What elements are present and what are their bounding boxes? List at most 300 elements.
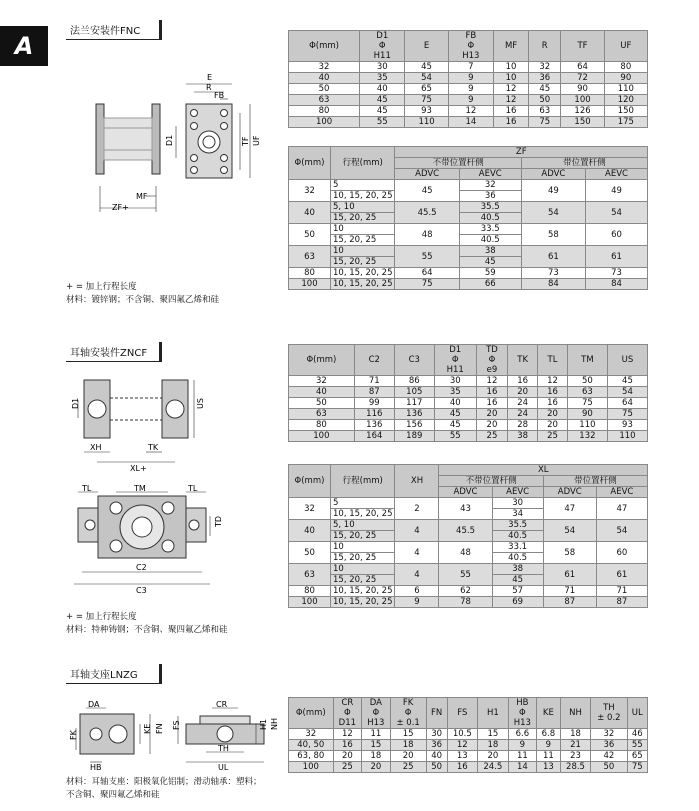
cell-stroke: 10, 15, 20, 25 <box>331 586 395 597</box>
col-advc: ADVC <box>439 487 492 498</box>
table-cell: 65 <box>627 751 648 762</box>
cell-advc: 71 <box>543 586 596 597</box>
cell-phi: 63 <box>289 564 331 586</box>
table-cell: 36 <box>426 740 447 751</box>
col-stroke: 行程(mm) <box>331 465 395 498</box>
table-cell: 16 <box>476 387 508 398</box>
cell-aevc: 45 <box>459 257 521 268</box>
zncf-drawing-top <box>70 374 210 474</box>
lnzg-label-fs: FS <box>172 720 181 730</box>
lnzg-note-1: 材料：耳轴支座：阳极氧化铝制；滑动轴承：塑料； <box>66 777 262 787</box>
cell-stroke: 10, 15, 20, 25 <box>331 597 395 608</box>
lnzg-drawing-right <box>172 700 280 772</box>
column-header: R <box>529 31 561 62</box>
table-cell: 24.5 <box>478 762 509 773</box>
column-header: TK <box>508 345 538 376</box>
table-cell: 18 <box>362 751 390 762</box>
section-letter: A <box>14 32 34 60</box>
table-cell: 50 <box>289 398 355 409</box>
table-cell: 87 <box>354 387 394 398</box>
table-cell: 30 <box>360 62 405 73</box>
table-cell: 25 <box>538 431 568 442</box>
column-header: FK Φ ± 0.1 <box>390 698 426 729</box>
column-header: HB Φ H13 <box>508 698 536 729</box>
table-cell: 110 <box>607 431 647 442</box>
column-header: TH ± 0.2 <box>591 698 627 729</box>
table-cell: 54 <box>607 387 647 398</box>
cell-xh: 9 <box>395 597 439 608</box>
cell-aevc: 36 <box>459 191 521 202</box>
column-header: C2 <box>354 345 394 376</box>
cell-advc: 47 <box>543 498 596 520</box>
cell-aevc: 69 <box>492 597 543 608</box>
cell-advc: 62 <box>439 586 492 597</box>
table-cell: 46 <box>627 729 648 740</box>
cell-aevc: 57 <box>492 586 543 597</box>
lnzg-label-cr: CR <box>216 700 228 709</box>
fnc-title: 法兰安装件FNC <box>66 20 162 40</box>
zncf-drawing-front <box>68 486 228 596</box>
table-cell: 20 <box>478 751 509 762</box>
cell-advc: 54 <box>521 202 585 224</box>
table-cell: 150 <box>561 117 604 128</box>
table-row <box>289 409 648 420</box>
table-row <box>289 431 648 442</box>
cell-stroke: 5, 10 <box>331 202 395 213</box>
table-cell: 50 <box>426 762 447 773</box>
table-cell: 32 <box>529 62 561 73</box>
table-cell: 25 <box>333 762 362 773</box>
cell-stroke: 15, 20, 25 <box>331 553 395 564</box>
table-row <box>289 398 648 409</box>
cell-stroke: 10 <box>331 542 395 553</box>
cell-aevc: 61 <box>596 564 647 586</box>
column-header: TF <box>561 31 604 62</box>
table-cell: 18 <box>560 729 591 740</box>
table-cell: 110 <box>604 84 647 95</box>
cell-advc: 43 <box>439 498 492 520</box>
table-cell: 14 <box>448 117 493 128</box>
zncf-label-tk: TK <box>148 443 159 452</box>
table-cell: 12 <box>333 729 362 740</box>
table-header-row <box>289 31 648 62</box>
cell-xh: 6 <box>395 586 439 597</box>
cell-phi: 32 <box>289 180 331 202</box>
fnc-note-1: + = 加上行程长度 <box>66 282 137 292</box>
cell-advc: 45 <box>395 180 459 202</box>
column-header: C3 <box>394 345 434 376</box>
fnc-drawing <box>90 66 275 216</box>
table-row <box>289 84 648 95</box>
table-cell: 93 <box>405 106 448 117</box>
zncf-dimension-table <box>288 344 648 442</box>
table-cell: 24 <box>508 409 538 420</box>
table-cell: 63 <box>289 409 355 420</box>
cell-aevc: 40.5 <box>492 553 543 564</box>
table-cell: 6.8 <box>537 729 561 740</box>
table-cell: 100 <box>289 431 355 442</box>
cell-xh: 4 <box>395 542 439 564</box>
table-cell: 20 <box>362 762 390 773</box>
table-row <box>289 740 648 751</box>
table-cell: 10.5 <box>447 729 478 740</box>
col-sub-with: 带位置杆侧 <box>543 476 647 487</box>
lnzg-title: 耳轴支座LNZG <box>66 664 162 684</box>
table-cell: 80 <box>289 106 360 117</box>
cell-phi: 32 <box>289 498 331 520</box>
col-group-zf: ZF <box>395 147 648 158</box>
table-cell: 12 <box>494 95 529 106</box>
table-cell: 45 <box>405 62 448 73</box>
table-cell: 40 <box>360 84 405 95</box>
cell-advc: 87 <box>543 597 596 608</box>
cell-advc: 48 <box>439 542 492 564</box>
table-row <box>289 387 648 398</box>
table-cell: 30 <box>426 729 447 740</box>
table-cell: 90 <box>567 409 607 420</box>
table-row <box>289 73 648 84</box>
fnc-label-zf: ZF+ <box>112 203 129 212</box>
table-cell: 110 <box>405 117 448 128</box>
table-cell: 11 <box>362 729 390 740</box>
table-cell: 20 <box>476 420 508 431</box>
table-cell: 10 <box>494 62 529 73</box>
fnc-label-e: E <box>207 73 213 82</box>
table-cell: 110 <box>567 420 607 431</box>
col-sub-without: 不带位置杆侧 <box>395 158 521 169</box>
column-header: DA Φ H13 <box>362 698 390 729</box>
table-cell: 63 <box>289 95 360 106</box>
fnc-dimension-table <box>288 30 648 128</box>
table-row <box>289 420 648 431</box>
column-header: US <box>607 345 647 376</box>
cell-aevc: 59 <box>459 268 521 279</box>
table-row <box>289 564 648 575</box>
lnzg-label-th: TH <box>218 744 229 753</box>
table-cell: 117 <box>394 398 434 409</box>
table-cell: 16 <box>447 762 478 773</box>
cell-xh: 2 <box>395 498 439 520</box>
table-cell: 20 <box>333 751 362 762</box>
cell-advc: 55 <box>395 246 459 268</box>
table-cell: 100 <box>561 95 604 106</box>
cell-stroke: 5, 10 <box>331 520 395 531</box>
column-header: NH <box>560 698 591 729</box>
cell-advc: 64 <box>395 268 459 279</box>
table-cell: 55 <box>434 431 476 442</box>
table-cell: 99 <box>354 398 394 409</box>
cell-aevc: 30 <box>492 498 543 509</box>
col-sub-with: 带位置杆侧 <box>521 158 647 169</box>
zncf-note-2: 材料：特种铸钢；不含铜、聚四氟乙烯和硅 <box>66 625 228 635</box>
column-header: H1 <box>478 698 509 729</box>
fnc-label-r: R <box>206 83 212 92</box>
table-cell: 7 <box>448 62 493 73</box>
table-cell: 15 <box>362 740 390 751</box>
table-cell: 9 <box>537 740 561 751</box>
cell-xh: 4 <box>395 564 439 586</box>
col-sub-without: 不带位置杆侧 <box>439 476 543 487</box>
table-cell: 28 <box>508 420 538 431</box>
cell-advc: 48 <box>395 224 459 246</box>
table-cell: 120 <box>604 95 647 106</box>
table-cell: 80 <box>289 420 355 431</box>
column-header: CR Φ D11 <box>333 698 362 729</box>
table-cell: 50 <box>289 84 360 95</box>
table-row <box>289 117 648 128</box>
cell-phi: 50 <box>289 542 331 564</box>
table-cell: 16 <box>538 387 568 398</box>
column-header: D1 Φ H11 <box>434 345 476 376</box>
table-cell: 9 <box>448 73 493 84</box>
cell-stroke: 10 <box>331 224 395 235</box>
col-aevc: AEVC <box>586 169 648 180</box>
zncf-label-tm: TM <box>134 484 146 493</box>
table-cell: 38 <box>508 431 538 442</box>
table-cell: 23 <box>560 751 591 762</box>
table-row <box>289 202 648 213</box>
fnc-note-2: 材料：镀锌钢；不含铜、聚四氟乙烯和硅 <box>66 295 220 305</box>
table-cell: 63 <box>567 387 607 398</box>
section-tab <box>0 26 48 66</box>
col-xh: XH <box>395 465 439 498</box>
cell-aevc: 87 <box>596 597 647 608</box>
table-cell: 86 <box>394 376 434 387</box>
cell-aevc: 40.5 <box>459 235 521 246</box>
table-cell: 45 <box>434 420 476 431</box>
cell-phi: 63 <box>289 246 331 268</box>
table-cell: 9 <box>508 740 536 751</box>
table-cell: 36 <box>591 740 627 751</box>
col-group-xl: XL <box>439 465 648 476</box>
table-cell: 164 <box>354 431 394 442</box>
table-cell: 25 <box>390 762 426 773</box>
lnzg-label-nh: NH <box>270 718 279 730</box>
column-header: Φ(mm) <box>289 698 334 729</box>
column-header: MF <box>494 31 529 62</box>
table-row <box>289 542 648 553</box>
cell-stroke: 15, 20, 25 <box>331 531 395 542</box>
table-cell: 45 <box>360 95 405 106</box>
table-cell: 75 <box>627 762 648 773</box>
table-cell: 71 <box>354 376 394 387</box>
table-row <box>289 224 648 235</box>
table-row <box>289 729 648 740</box>
col-phi: Φ(mm) <box>289 465 331 498</box>
cell-aevc: 35.5 <box>492 520 543 531</box>
zncf-label-d1: D1 <box>71 397 80 409</box>
cell-stroke: 15, 20, 25 <box>331 257 395 268</box>
column-header: FS <box>447 698 478 729</box>
cell-aevc: 47 <box>596 498 647 520</box>
cell-aevc: 60 <box>586 224 648 246</box>
cell-stroke: 5 <box>331 498 395 509</box>
lnzg-drawing-left <box>66 700 162 772</box>
table-cell: 12 <box>447 740 478 751</box>
zncf-xl-table <box>288 464 648 608</box>
lnzg-dimension-table <box>288 697 648 773</box>
cell-advc: 45.5 <box>395 202 459 224</box>
table-cell: 6.6 <box>508 729 536 740</box>
cell-stroke: 10, 15, 20, 25 <box>331 268 395 279</box>
zncf-label-c2: C2 <box>136 563 147 572</box>
table-cell: 40 <box>434 398 476 409</box>
column-header: UL <box>627 698 648 729</box>
zncf-label-c3: C3 <box>136 586 147 595</box>
table-cell: 16 <box>538 398 568 409</box>
table-cell: 15 <box>390 729 426 740</box>
table-cell: 65 <box>405 84 448 95</box>
cell-advc: 61 <box>521 246 585 268</box>
table-cell: 45 <box>529 84 561 95</box>
cell-advc: 58 <box>521 224 585 246</box>
table-cell: 63, 80 <box>289 751 334 762</box>
table-cell: 32 <box>591 729 627 740</box>
table-cell: 150 <box>604 106 647 117</box>
table-cell: 50 <box>591 762 627 773</box>
table-cell: 10 <box>494 73 529 84</box>
table-cell: 14 <box>508 762 536 773</box>
lnzg-label-ke: KE <box>143 723 152 734</box>
col-aevc: AEVC <box>492 487 543 498</box>
cell-aevc: 40.5 <box>459 213 521 224</box>
cell-aevc: 66 <box>459 279 521 290</box>
cell-advc: 55 <box>439 564 492 586</box>
table-cell: 63 <box>529 106 561 117</box>
fnc-label-tf: TF <box>241 136 250 146</box>
cell-advc: 75 <box>395 279 459 290</box>
cell-aevc: 54 <box>586 202 648 224</box>
cell-aevc: 33.1 <box>492 542 543 553</box>
cell-advc: 45.5 <box>439 520 492 542</box>
table-cell: 75 <box>529 117 561 128</box>
lnzg-label-fn: FN <box>155 723 164 734</box>
table-cell: 11 <box>508 751 536 762</box>
column-header: TL <box>538 345 568 376</box>
lnzg-label-h1: H1 <box>259 718 268 730</box>
table-cell: 136 <box>394 409 434 420</box>
table-cell: 16 <box>476 398 508 409</box>
table-cell: 42 <box>591 751 627 762</box>
cell-aevc: 35.5 <box>459 202 521 213</box>
table-cell: 12 <box>448 106 493 117</box>
column-header: FN <box>426 698 447 729</box>
zncf-label-td: TD <box>214 515 223 527</box>
table-cell: 16 <box>494 117 529 128</box>
cell-phi: 80 <box>289 268 331 279</box>
col-advc: ADVC <box>521 169 585 180</box>
cell-aevc: 49 <box>586 180 648 202</box>
table-cell: 45 <box>360 106 405 117</box>
fnc-label-fb: FB <box>214 91 225 100</box>
cell-stroke: 10 <box>331 246 395 257</box>
fnc-zf-table <box>288 146 648 290</box>
table-cell: 75 <box>405 95 448 106</box>
table-cell: 18 <box>390 740 426 751</box>
table-cell: 35 <box>360 73 405 84</box>
table-cell: 35 <box>434 387 476 398</box>
table-cell: 156 <box>394 420 434 431</box>
cell-xh: 4 <box>395 520 439 542</box>
col-phi: Φ(mm) <box>289 147 331 180</box>
table-cell: 55 <box>627 740 648 751</box>
table-cell: 13 <box>537 762 561 773</box>
lnzg-label-da: DA <box>88 700 100 709</box>
col-stroke: 行程(mm) <box>331 147 395 180</box>
cell-advc: 84 <box>521 279 585 290</box>
cell-aevc: 61 <box>586 246 648 268</box>
table-cell: 55 <box>360 117 405 128</box>
zncf-label-xh: XH <box>90 443 102 452</box>
fnc-side-view <box>96 104 160 212</box>
table-cell: 25 <box>476 431 508 442</box>
table-cell: 90 <box>561 84 604 95</box>
cell-aevc: 40.5 <box>492 531 543 542</box>
table-row <box>289 376 648 387</box>
table-cell: 16 <box>333 740 362 751</box>
table-row <box>289 586 648 597</box>
table-cell: 93 <box>607 420 647 431</box>
zncf-label-tl-left: TL <box>82 484 92 493</box>
cell-aevc: 71 <box>596 586 647 597</box>
cell-phi: 50 <box>289 224 331 246</box>
cell-phi: 40 <box>289 202 331 224</box>
cell-stroke: 10, 15, 20, 25 <box>331 279 395 290</box>
table-cell: 50 <box>529 95 561 106</box>
zncf-note-1: + = 加上行程长度 <box>66 612 137 622</box>
cell-stroke: 10, 15, 20, 25 <box>331 191 395 202</box>
fnc-label-uf: UF <box>252 135 261 146</box>
fnc-front-view <box>176 84 250 178</box>
table-cell: 45 <box>434 409 476 420</box>
cell-phi: 100 <box>289 279 331 290</box>
table-cell: 16 <box>494 106 529 117</box>
table-cell: 32 <box>289 376 355 387</box>
table-row <box>289 246 648 257</box>
cell-phi: 80 <box>289 586 331 597</box>
fnc-label-d1: D1 <box>165 134 174 146</box>
table-cell: 20 <box>508 387 538 398</box>
table-cell: 80 <box>604 62 647 73</box>
table-cell: 40, 50 <box>289 740 334 751</box>
table-cell: 116 <box>354 409 394 420</box>
lnzg-label-ul: UL <box>218 763 229 772</box>
table-cell: 105 <box>394 387 434 398</box>
column-header: UF <box>604 31 647 62</box>
zncf-label-us: US <box>196 398 205 409</box>
table-cell: 12 <box>476 376 508 387</box>
table-header-row <box>289 698 648 729</box>
cell-stroke: 10, 15, 20, 25 <box>331 509 395 520</box>
cell-aevc: 38 <box>492 564 543 575</box>
table-cell: 100 <box>289 762 334 773</box>
column-header: KE <box>537 698 561 729</box>
table-cell: 40 <box>426 751 447 762</box>
table-row <box>289 95 648 106</box>
table-cell: 15 <box>478 729 509 740</box>
column-header: E <box>405 31 448 62</box>
table-cell: 40 <box>289 73 360 84</box>
column-header: FB Φ H13 <box>448 31 493 62</box>
lnzg-label-hb: HB <box>90 763 102 772</box>
table-row <box>289 268 648 279</box>
table-cell: 20 <box>538 420 568 431</box>
cell-stroke: 10 <box>331 564 395 575</box>
table-cell: 64 <box>607 398 647 409</box>
table-cell: 90 <box>604 73 647 84</box>
col-aevc: AEVC <box>596 487 647 498</box>
cell-aevc: 33.5 <box>459 224 521 235</box>
